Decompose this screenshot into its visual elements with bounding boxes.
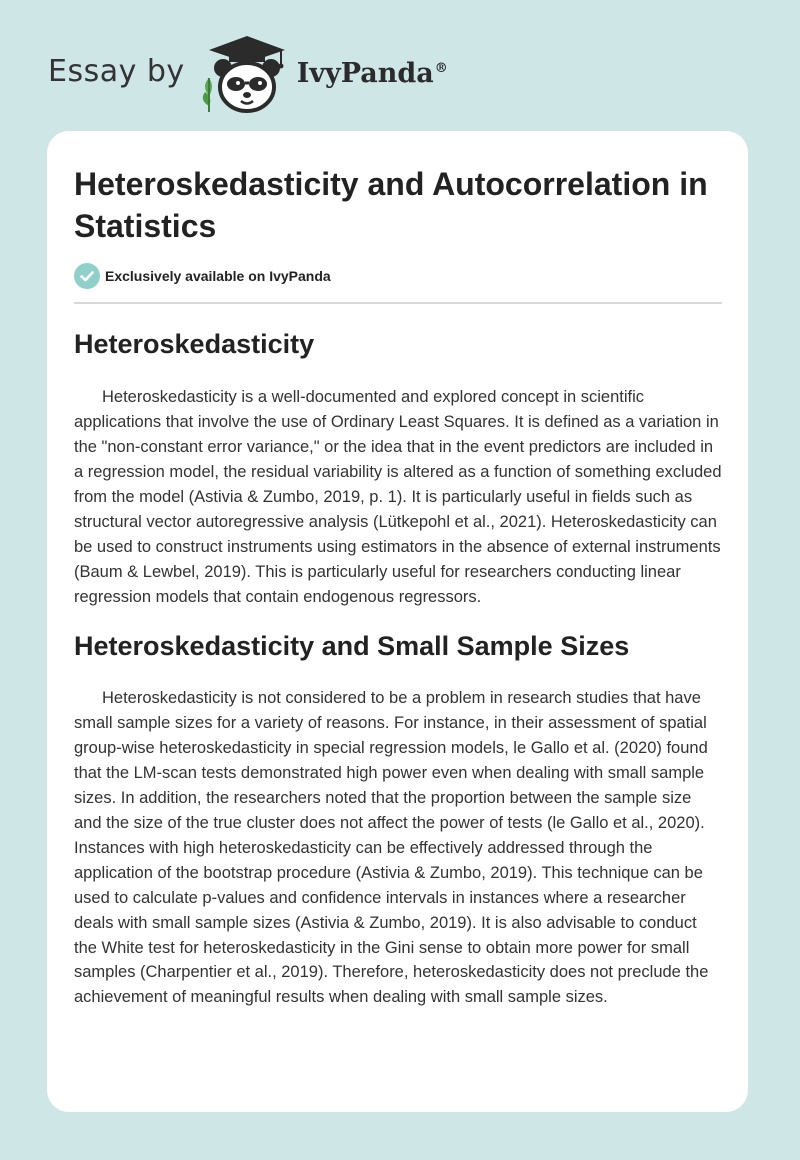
brand-header — [48, 34, 448, 114]
essay-card — [47, 131, 748, 1112]
exclusive-label: Exclusively available on IvyPanda — [105, 268, 331, 284]
registered-mark: ® — [434, 60, 448, 76]
check-circle-icon — [74, 263, 100, 289]
page-title: Heteroskedasticity and Autocorrelation in Statistics — [74, 166, 708, 244]
brand-prefix: Essay by — [48, 53, 185, 89]
section-heading-heteroskedasticity: Heteroskedasticity — [74, 329, 315, 359]
divider — [74, 302, 722, 304]
section-heading-small-sample-sizes: Heteroskedasticity and Small Sample Sizes — [74, 631, 630, 661]
panda-logo-icon[interactable] — [199, 34, 295, 114]
section-paragraph-heteroskedasticity: Heteroskedasticity is a well-documented and explored concept in scientific applications that involve the use of Ordinary Least Squares. It is defined as a variation in the "non-constant error variance," or the idea that in the event predictors are included in a regression model, the residual variability is altered as a function of something excluded from the model (Astivia & Zumbo, 2019, p. 1). It is particularly useful in fields such as structural vector autoregressive analysis (Lütkepohl et al., 2021). Heteroskedasticity can be used to construct instruments using estimators in the absence of external instruments (Baum & Lewbel, 2019). This is particularly useful for researchers conducting linear regression models that contain endogenous regressors. — [74, 388, 722, 606]
section-paragraph-small-sample-sizes: Heteroskedasticity is not considered to be a problem in research studies that have small sample sizes for a variety of reasons. For instance, in their assessment of spatial group-wise heteroskedasticity in special regression models, le Gallo et al. (2020) found that the LM-scan tests demonstrated high power even when dealing with small sample sizes. In addition, the researchers noted that the proportion between the sample size and the size of the true cluster does not affect the power of tests (le Gallo et al., 2020). Instances with high heteroskedasticity can be effectively addressed through the application of the bootstrap procedure (Astivia & Zumbo, 2019). This technique can be used to calculate p-values and confidence intervals in instances where a researcher deals with small sample sizes (Astivia & Zumbo, 2019). It is also advisable to conduct the White test for heteroskedasticity in the Gini sense to obtain more power for small samples (Charpentier et al., 2019). Therefore, heteroskedasticity does not preclude the achievement of meaningful results when dealing with small sample sizes. — [74, 689, 709, 1007]
brand-name[interactable]: IvyPanda® — [296, 57, 448, 89]
exclusive-badge — [74, 263, 331, 289]
